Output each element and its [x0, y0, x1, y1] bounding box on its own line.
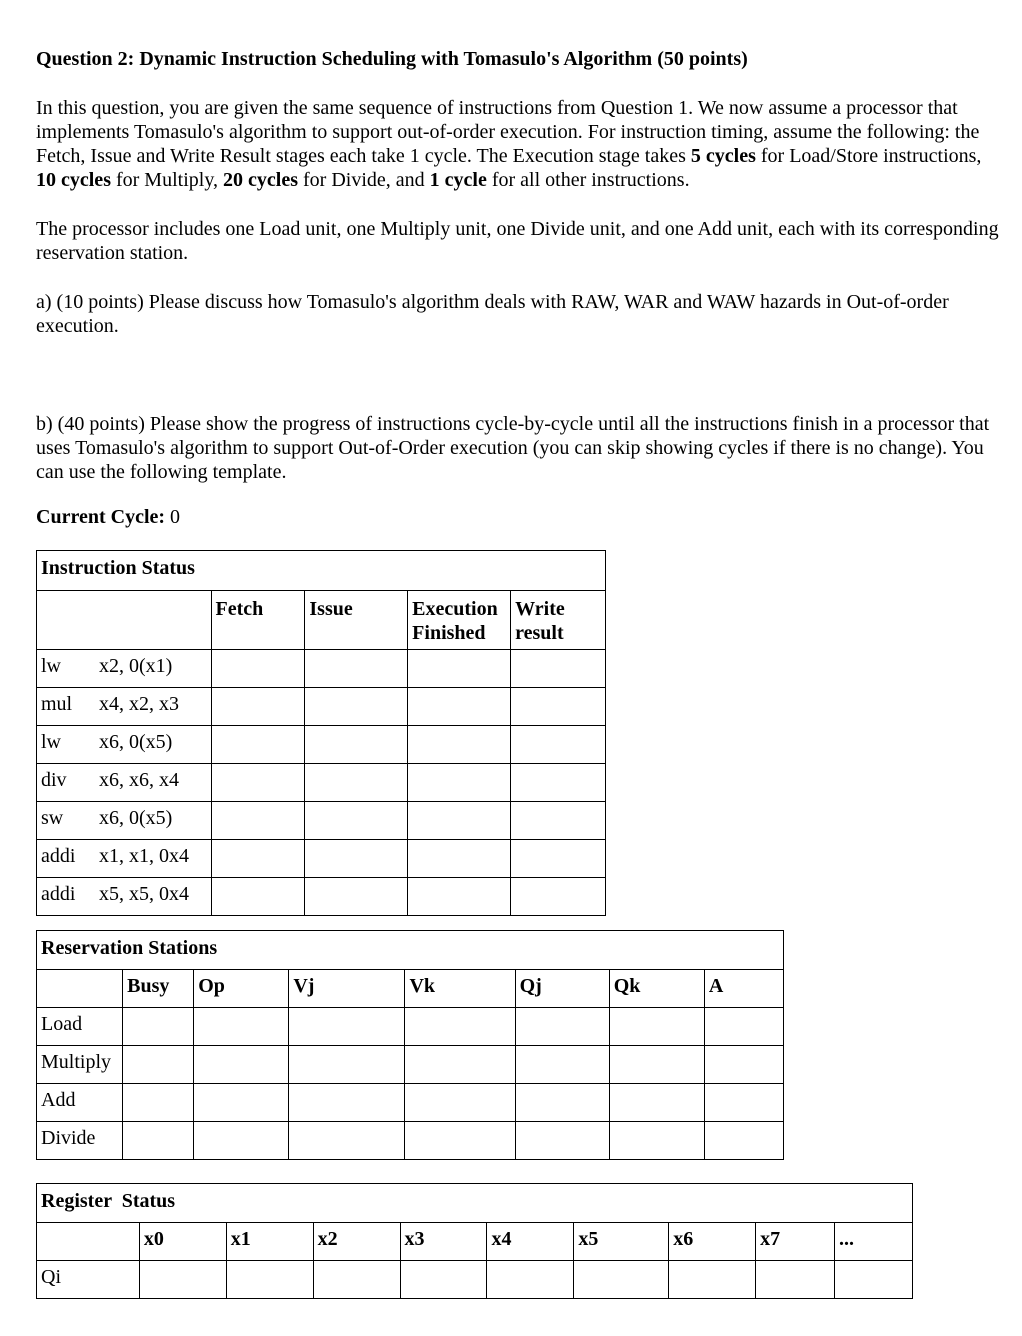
- write-cell[interactable]: [511, 650, 606, 688]
- qi-cell[interactable]: [669, 1261, 756, 1299]
- instruction-cell: lw x6, 0(x5): [37, 726, 212, 764]
- header-x6: x6: [669, 1223, 756, 1261]
- header-op: Op: [194, 970, 289, 1008]
- rs-cell[interactable]: [515, 1008, 609, 1046]
- write-cell[interactable]: [511, 878, 606, 916]
- header-x3: x3: [400, 1223, 487, 1261]
- write-cell[interactable]: [511, 764, 606, 802]
- instruction-row: [37, 688, 606, 726]
- rs-cell[interactable]: [609, 1122, 704, 1160]
- header-x2: x2: [313, 1223, 400, 1261]
- part-a-prompt: a) (10 points) Please discuss how Tomasulo's algorithm deals with RAW, WAR and WAW hazards in Out-of-order execution.: [36, 291, 949, 337]
- fetch-cell[interactable]: [211, 878, 305, 916]
- fetch-cell[interactable]: [211, 764, 305, 802]
- rs-cell[interactable]: [515, 1122, 609, 1160]
- fetch-cell[interactable]: [211, 650, 305, 688]
- current-cycle: [36, 505, 180, 529]
- write-cell[interactable]: [511, 688, 606, 726]
- fetch-cell[interactable]: [211, 802, 305, 840]
- issue-cell[interactable]: [305, 802, 408, 840]
- instruction-cell: sw x6, 0(x5): [37, 802, 212, 840]
- qi-cell[interactable]: [400, 1261, 487, 1299]
- qi-cell[interactable]: [139, 1261, 226, 1299]
- header-a: A: [704, 970, 783, 1008]
- rs-cell[interactable]: [123, 1122, 194, 1160]
- fetch-cell[interactable]: [211, 726, 305, 764]
- station-label: Multiply: [37, 1046, 123, 1084]
- register-status-title: Register Status: [37, 1184, 913, 1223]
- header-x0: x0: [139, 1223, 226, 1261]
- rs-cell[interactable]: [289, 1008, 405, 1046]
- units-paragraph: The processor includes one Load unit, one Multiply unit, one Divide unit, and one Add unit, each with its corresponding reservation station.: [36, 218, 999, 264]
- rs-cell[interactable]: [609, 1084, 704, 1122]
- write-cell[interactable]: [511, 802, 606, 840]
- issue-cell[interactable]: [305, 650, 408, 688]
- header-write-result: Write result: [511, 591, 606, 650]
- station-row: [37, 1084, 784, 1122]
- rs-cell[interactable]: [704, 1046, 783, 1084]
- rs-cell[interactable]: [704, 1084, 783, 1122]
- rs-cell[interactable]: [515, 1046, 609, 1084]
- exec-cell[interactable]: [408, 650, 511, 688]
- rs-cell[interactable]: [194, 1008, 289, 1046]
- rs-cell[interactable]: [609, 1008, 704, 1046]
- write-cell[interactable]: [511, 726, 606, 764]
- rs-cell[interactable]: [405, 1046, 515, 1084]
- part-b-prompt: b) (40 points) Please show the progress of instructions cycle-by-cycle until all the instructions finish in a processor that uses Tomasulo's algorithm to support Out-of-Order execution (you can skip showing cycles if there is no change). You can use the following template.: [36, 413, 990, 483]
- instruction-cell: addi x5, x5, 0x4: [37, 878, 212, 916]
- rs-cell[interactable]: [609, 1046, 704, 1084]
- instruction-row: [37, 840, 606, 878]
- rs-cell[interactable]: [289, 1046, 405, 1084]
- instruction-row: [37, 802, 606, 840]
- header-fetch: Fetch: [211, 591, 305, 650]
- instruction-cell: div x6, x6, x4: [37, 764, 212, 802]
- rs-cell[interactable]: [704, 1008, 783, 1046]
- header-qj: Qj: [515, 970, 609, 1008]
- station-row: [37, 1122, 784, 1160]
- rs-cell[interactable]: [123, 1008, 194, 1046]
- header-blank: [37, 1223, 140, 1261]
- qi-cell[interactable]: [313, 1261, 400, 1299]
- exec-cell[interactable]: [408, 802, 511, 840]
- instruction-cell: mul x4, x2, x3: [37, 688, 212, 726]
- header-qk: Qk: [609, 970, 704, 1008]
- qi-cell[interactable]: [226, 1261, 313, 1299]
- qi-cell[interactable]: [835, 1261, 913, 1299]
- rs-cell[interactable]: [289, 1084, 405, 1122]
- header-ellipsis: ...: [835, 1223, 913, 1261]
- issue-cell[interactable]: [305, 688, 408, 726]
- rs-cell[interactable]: [194, 1084, 289, 1122]
- current-cycle-label: Current Cycle:: [36, 506, 166, 528]
- reservation-stations-table: [36, 930, 784, 1160]
- write-cell[interactable]: [511, 840, 606, 878]
- fetch-cell[interactable]: [211, 840, 305, 878]
- header-vj: Vj: [289, 970, 405, 1008]
- intro-paragraph: In this question, you are given the same sequence of instructions from Question 1. We now assume a processor that implements Tomasulo's algorithm to support out-of-order execution. For instruction timing, assume the following: the Fetch, Issue and Write Result stages each take 1 cycle. The Execution stage takes 5 cycles for Load/Store instructions, 10 cycles for Multiply, 20 cycles for Divide, and 1 cycle for all other instructions.: [36, 97, 982, 191]
- instruction-row: [37, 650, 606, 688]
- station-row: [37, 1046, 784, 1084]
- fetch-cell[interactable]: [211, 688, 305, 726]
- qi-row: [37, 1261, 913, 1299]
- rs-cell[interactable]: [123, 1046, 194, 1084]
- rs-cell[interactable]: [704, 1122, 783, 1160]
- header-x4: x4: [487, 1223, 574, 1261]
- issue-cell[interactable]: [305, 726, 408, 764]
- issue-cell[interactable]: [305, 878, 408, 916]
- station-label: Divide: [37, 1122, 123, 1160]
- rs-cell[interactable]: [405, 1084, 515, 1122]
- reservation-stations-title: Reservation Stations: [37, 931, 784, 970]
- instruction-status-table: [36, 550, 606, 916]
- header-issue: Issue: [305, 591, 408, 650]
- exec-cell[interactable]: [408, 726, 511, 764]
- instruction-row: [37, 878, 606, 916]
- instruction-cell: lw x2, 0(x1): [37, 650, 212, 688]
- rs-cell[interactable]: [194, 1122, 289, 1160]
- qi-cell[interactable]: [756, 1261, 835, 1299]
- instruction-row: [37, 726, 606, 764]
- rs-cell[interactable]: [405, 1122, 515, 1160]
- rs-cell[interactable]: [194, 1046, 289, 1084]
- issue-cell[interactable]: [305, 764, 408, 802]
- station-label: Load: [37, 1008, 123, 1046]
- header-x7: x7: [756, 1223, 835, 1261]
- instruction-row: [37, 764, 606, 802]
- question-title: Question 2: Dynamic Instruction Scheduling with Tomasulo's Algorithm (50 points): [36, 48, 748, 70]
- station-row: [37, 1008, 784, 1046]
- rs-cell[interactable]: [123, 1084, 194, 1122]
- header-blank: [37, 591, 212, 650]
- qi-label: Qi: [37, 1261, 140, 1299]
- instruction-cell: addi x1, x1, 0x4: [37, 840, 212, 878]
- header-execution-finished: Execution Finished: [408, 591, 511, 650]
- rs-cell[interactable]: [289, 1122, 405, 1160]
- rs-cell[interactable]: [405, 1008, 515, 1046]
- issue-cell[interactable]: [305, 840, 408, 878]
- qi-cell[interactable]: [574, 1261, 669, 1299]
- header-x5: x5: [574, 1223, 669, 1261]
- exec-cell[interactable]: [408, 764, 511, 802]
- exec-cell[interactable]: [408, 878, 511, 916]
- register-status-table: [36, 1183, 913, 1299]
- header-blank: [37, 970, 123, 1008]
- exec-cell[interactable]: [408, 688, 511, 726]
- current-cycle-value: 0: [170, 506, 181, 528]
- header-x1: x1: [226, 1223, 313, 1261]
- qi-cell[interactable]: [487, 1261, 574, 1299]
- rs-cell[interactable]: [515, 1084, 609, 1122]
- station-label: Add: [37, 1084, 123, 1122]
- exec-cell[interactable]: [408, 840, 511, 878]
- instruction-status-title: Instruction Status: [37, 551, 606, 591]
- header-busy: Busy: [123, 970, 194, 1008]
- header-vk: Vk: [405, 970, 515, 1008]
